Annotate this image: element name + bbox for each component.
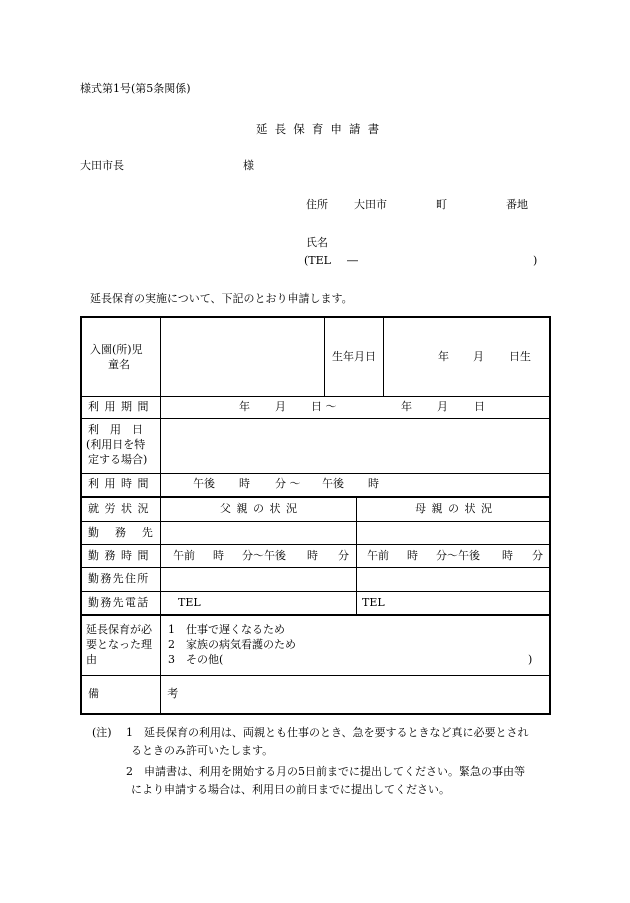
dob-label-right-rule [383, 318, 384, 396]
note-2-line-2: により申請する場合は、利用日の前日までに提出してください。 [131, 783, 450, 796]
row-rule [82, 591, 549, 592]
father-hours-to: 分〜午後 [242, 549, 286, 562]
time-min-to: 分 〜 [275, 477, 301, 490]
dob-label: 生年月日 [332, 350, 376, 363]
work-hours-label: 勤務時間 [88, 549, 154, 562]
time-hour-1: 時 [239, 477, 250, 490]
child-name-label-1: 入園(所)児 [90, 343, 143, 356]
father-hours-min: 分 [338, 549, 349, 562]
note-1-number: 1 [126, 726, 133, 739]
row-rule [82, 396, 549, 397]
mother-work-tel: TEL [362, 596, 385, 609]
label-column-rule [160, 318, 161, 715]
time-hour-2: 時 [368, 477, 379, 490]
work-phone-label: 勤務先電話 [88, 596, 150, 609]
mother-hours-hour2: 時 [502, 549, 513, 562]
usage-days-label-2: (利用日を特 [86, 438, 146, 451]
remarks-value[interactable] [162, 677, 547, 713]
row-rule [82, 473, 549, 474]
period-month-1: 月 [275, 400, 286, 413]
remarks-label: 備 考 [88, 687, 194, 700]
note-2-line-1: 申請書は、利用を開始する月の5日前までに提出してください。緊急の事由等 [144, 765, 525, 778]
father-hours-hour2: 時 [307, 549, 318, 562]
reason-label-2: 要となった理 [86, 638, 152, 651]
notes-heading: (注) [92, 726, 112, 739]
row-rule [82, 544, 549, 545]
reason-option-2[interactable]: 2 家族の病気看護のため [168, 638, 296, 651]
row-rule [82, 418, 549, 419]
row-rule [82, 675, 549, 676]
period-year-1: 年 [239, 400, 250, 413]
address-banchi-suffix: 番地 [506, 198, 528, 211]
address-city: 大田市 [354, 198, 387, 211]
period-year-2: 年 [401, 400, 412, 413]
father-hours-am: 午前 [173, 549, 195, 562]
time-pm-1: 午後 [193, 477, 215, 490]
note-1-line-1: 延長保育の利用は、両親とも仕事のとき、急を要するときなど真に必要とされ [144, 726, 529, 739]
note-2-number: 2 [126, 765, 133, 778]
mother-hours-to: 分〜午後 [436, 549, 480, 562]
father-hours-hour: 時 [213, 549, 224, 562]
reason-label-1: 延長保育が必 [86, 623, 152, 636]
reason-option-1[interactable]: 1 仕事で遅くなるため [168, 623, 285, 636]
work-address-label: 勤務先住所 [88, 572, 150, 585]
usage-days-label-1: 利 用 日 [88, 423, 143, 436]
tel-close: ) [533, 254, 538, 267]
row-rule [82, 521, 549, 522]
form-number: 様式第1号(第5条関係) [80, 82, 191, 95]
parent-split-rule [356, 496, 357, 614]
period-month-2: 月 [437, 400, 448, 413]
addressee-name: 大田市長 [80, 159, 124, 172]
form-title: 延 長 保 育 申 請 書 [256, 122, 381, 136]
period-day-2: 日 [474, 400, 485, 413]
reason-option-3[interactable]: 3 その他( [168, 653, 224, 666]
mother-status-header: 母親の状況 [415, 502, 498, 515]
mother-hours-hour: 時 [407, 549, 418, 562]
application-table [80, 316, 551, 715]
reason-other-close: ) [528, 653, 533, 666]
period-day-to: 日 〜 [311, 400, 337, 413]
usage-days-label-3: 定する場合) [88, 453, 148, 466]
usage-time-label: 利用時間 [88, 477, 154, 490]
note-1-line-2: るときのみ許可いたします。 [131, 744, 274, 757]
dob-month: 月 [473, 350, 484, 363]
dob-day: 日生 [509, 350, 531, 363]
child-name-value[interactable] [162, 318, 322, 394]
tel-open: (TEL [304, 254, 331, 267]
usage-period-label: 利用期間 [88, 400, 154, 413]
address-label: 住所 [306, 198, 328, 211]
dob-label-left-rule [324, 318, 325, 396]
address-town-suffix: 町 [436, 198, 447, 211]
time-pm-2: 午後 [322, 477, 344, 490]
row-rule [82, 567, 549, 568]
section-rule [82, 496, 549, 498]
workplace-label: 勤務先 [88, 526, 169, 539]
name-label: 氏名 [306, 236, 328, 249]
mother-hours-min: 分 [532, 549, 543, 562]
mother-hours-am: 午前 [367, 549, 389, 562]
intro-text: 延長保育の実施について、下記のとおり申請します。 [90, 292, 353, 305]
child-name-label-2: 童名 [108, 358, 130, 371]
section-rule [82, 614, 549, 616]
father-work-tel: TEL [178, 596, 201, 609]
dob-year: 年 [438, 350, 449, 363]
father-status-header: 父親の状況 [220, 502, 303, 515]
tel-dash: ― [347, 254, 358, 267]
addressee-honorific: 様 [243, 159, 254, 172]
reason-label-3: 由 [86, 653, 97, 666]
employment-status-label: 就労状況 [88, 502, 154, 515]
